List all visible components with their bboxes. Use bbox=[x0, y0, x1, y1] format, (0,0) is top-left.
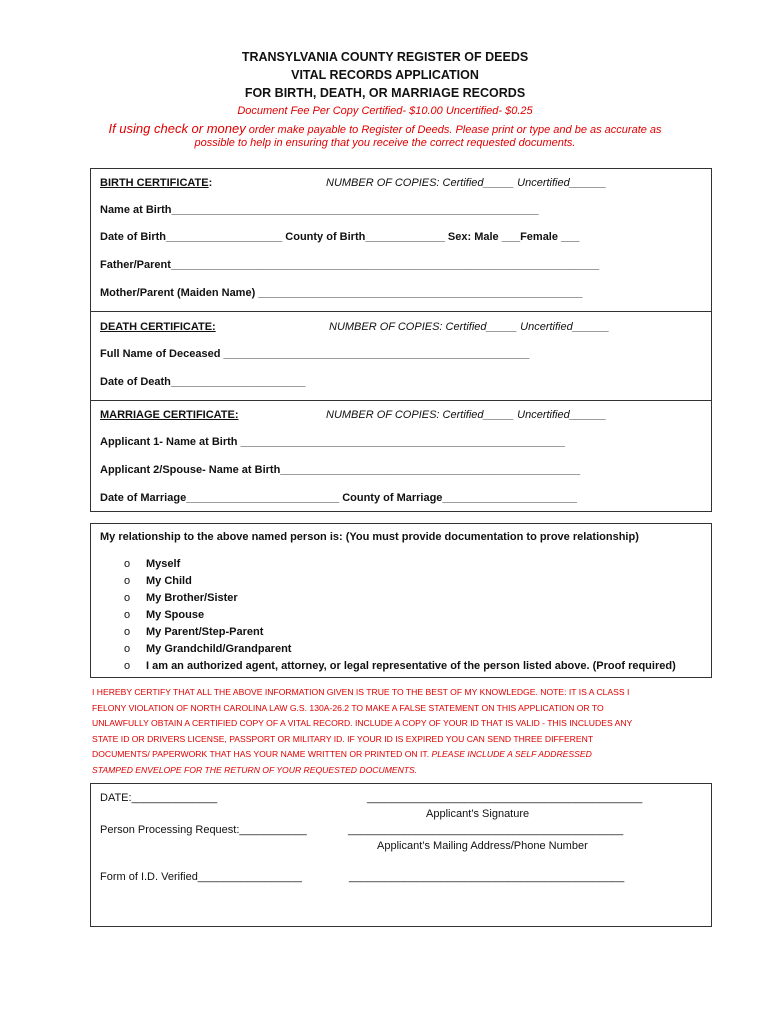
cert-line-3: UNLAWFULLY OBTAIN A CERTIFIED COPY OF A VITAL RECORD. INCLUDE A COPY OF YOUR ID THAT IS VALID - THIS INCLUDES ANY bbox=[92, 718, 633, 728]
address-line[interactable]: _____________________________________________ bbox=[348, 824, 624, 836]
relationship-option[interactable] bbox=[124, 643, 291, 655]
divider-death bbox=[90, 311, 712, 312]
birth-colon: : bbox=[208, 177, 213, 189]
cert-line-5 bbox=[92, 747, 692, 763]
birth-title: BIRTH CERTIFICATE bbox=[100, 177, 209, 189]
death-copies-field[interactable]: NUMBER OF COPIES: Certified_____ Uncertified______ bbox=[329, 321, 610, 333]
form-title: TRANSYLVANIA COUNTY REGISTER OF DEEDS bbox=[241, 50, 529, 64]
birth-name-field[interactable]: Name at Birth____________________________________________________________ bbox=[100, 204, 539, 216]
relationship-option[interactable] bbox=[124, 609, 204, 621]
birth-date-county-sex-field[interactable]: Date of Birth___________________ County of Birth_____________ Sex: Male ___Female ___ bbox=[100, 231, 580, 243]
records-box bbox=[90, 168, 712, 512]
cert-line-6: STAMPED ENVELOPE FOR THE RETURN OF YOUR REQUESTED DOCUMENTS. bbox=[92, 764, 418, 775]
payable-prefix: If using check or money bbox=[108, 121, 246, 136]
date-field[interactable]: DATE:______________ bbox=[100, 792, 218, 804]
signature-label: Applicant’s Signature bbox=[426, 808, 530, 820]
relationship-option[interactable] bbox=[124, 558, 180, 570]
option-bullet[interactable]: o bbox=[124, 660, 131, 672]
form-subtitle-2: FOR BIRTH, DEATH, OR MARRIAGE RECORDS bbox=[244, 86, 526, 100]
deceased-name-field[interactable]: Full Name of Deceased __________________________________________________ bbox=[100, 348, 530, 360]
relationship-option[interactable] bbox=[124, 592, 238, 604]
cert-line-5-italic: PLEASE INCLUDE A SELF ADDRESSED bbox=[431, 749, 592, 759]
cert-line-1: I HEREBY CERTIFY THAT ALL THE ABOVE INFORMATION GIVEN IS TRUE TO THE BEST OF MY KNOWLEDGE. NOTE: IT IS A CLASS I bbox=[92, 687, 630, 697]
cert-line-2: FELONY VIOLATION OF NORTH CAROLINA LAW G.S. 130A-26.2 TO MAKE A FALSE STATEMENT ON THIS APPLICATION OR TO bbox=[92, 702, 604, 713]
option-label: My Spouse bbox=[146, 609, 205, 621]
divider-marriage bbox=[90, 400, 712, 401]
option-label: My Parent/Step-Parent bbox=[146, 626, 264, 638]
option-label: My Grandchild/Grandparent bbox=[146, 643, 292, 655]
death-date-field[interactable]: Date of Death______________________ bbox=[100, 376, 306, 388]
option-label: My Child bbox=[146, 575, 192, 587]
option-bullet[interactable]: o bbox=[124, 609, 131, 621]
relationship-option[interactable] bbox=[124, 575, 192, 587]
cert-line-5-plain: DOCUMENTS/ PAPERWORK THAT HAS YOUR NAME WRITTEN OR PRINTED ON IT. bbox=[92, 749, 432, 759]
relationship-option[interactable] bbox=[124, 660, 676, 672]
birth-certificate-heading bbox=[100, 177, 212, 189]
father-field[interactable]: Father/Parent______________________________________________________________________ bbox=[100, 259, 600, 271]
option-bullet[interactable]: o bbox=[124, 643, 131, 655]
address-label: Applicant’s Mailing Address/Phone Number bbox=[377, 840, 588, 852]
option-label: I am an authorized agent, attorney, or legal representative of the person listed above. (Proof required) bbox=[146, 660, 676, 672]
relationship-question: My relationship to the above named person is: (You must provide documentation to prove relationship) bbox=[100, 531, 639, 543]
relationship-option[interactable] bbox=[124, 626, 263, 638]
option-bullet[interactable]: o bbox=[124, 558, 131, 570]
birth-copies-field[interactable]: NUMBER OF COPIES: Certified_____ Uncertified______ bbox=[326, 177, 607, 189]
marriage-copies-field[interactable]: NUMBER OF COPIES: Certified_____ Uncertified______ bbox=[326, 409, 607, 421]
applicant1-name-field[interactable]: Applicant 1- Name at Birth _____________________________________________________ bbox=[100, 436, 565, 448]
cert-line-4: STATE ID OR DRIVERS LICENSE, PASSPORT OR MILITARY ID. IF YOUR ID IS EXPIRED YOU CAN SEND THREE DIFFERENT bbox=[92, 733, 594, 744]
signature-line[interactable]: _____________________________________________ bbox=[367, 792, 643, 804]
office-use-box bbox=[90, 783, 712, 927]
option-label: Myself bbox=[146, 558, 181, 570]
person-processing-field[interactable]: Person Processing Request:___________ bbox=[100, 824, 307, 836]
option-label: My Brother/Sister bbox=[146, 592, 238, 604]
payable-line-2: possible to help in ensuring that you receive the correct requested documents. bbox=[194, 137, 576, 149]
option-bullet[interactable]: o bbox=[124, 575, 131, 587]
id-line[interactable]: _____________________________________________ bbox=[349, 871, 625, 883]
option-bullet[interactable]: o bbox=[124, 592, 131, 604]
option-bullet[interactable]: o bbox=[124, 626, 131, 638]
mother-field[interactable]: Mother/Parent (Maiden Name) _____________________________________________________ bbox=[100, 287, 583, 299]
form-subtitle: VITAL RECORDS APPLICATION bbox=[291, 68, 479, 82]
id-verified-field[interactable]: Form of I.D. Verified_________________ bbox=[100, 871, 302, 883]
certification-text bbox=[92, 685, 692, 778]
marriage-certificate-heading: MARRIAGE CERTIFICATE: bbox=[100, 409, 239, 421]
marriage-date-county-field[interactable]: Date of Marriage_________________________ County of Marriage______________________ bbox=[100, 492, 578, 504]
applicant2-name-field[interactable]: Applicant 2/Spouse- Name at Birth_________________________________________________ bbox=[100, 464, 581, 476]
fee-line: Document Fee Per Copy Certified- $10.00 Uncertified- $0.25 bbox=[237, 105, 533, 117]
death-certificate-heading: DEATH CERTIFICATE: bbox=[100, 321, 216, 333]
payable-line bbox=[0, 121, 770, 136]
payable-rest: order make payable to Register of Deeds. Please print or type and be as accurate as bbox=[245, 124, 662, 136]
